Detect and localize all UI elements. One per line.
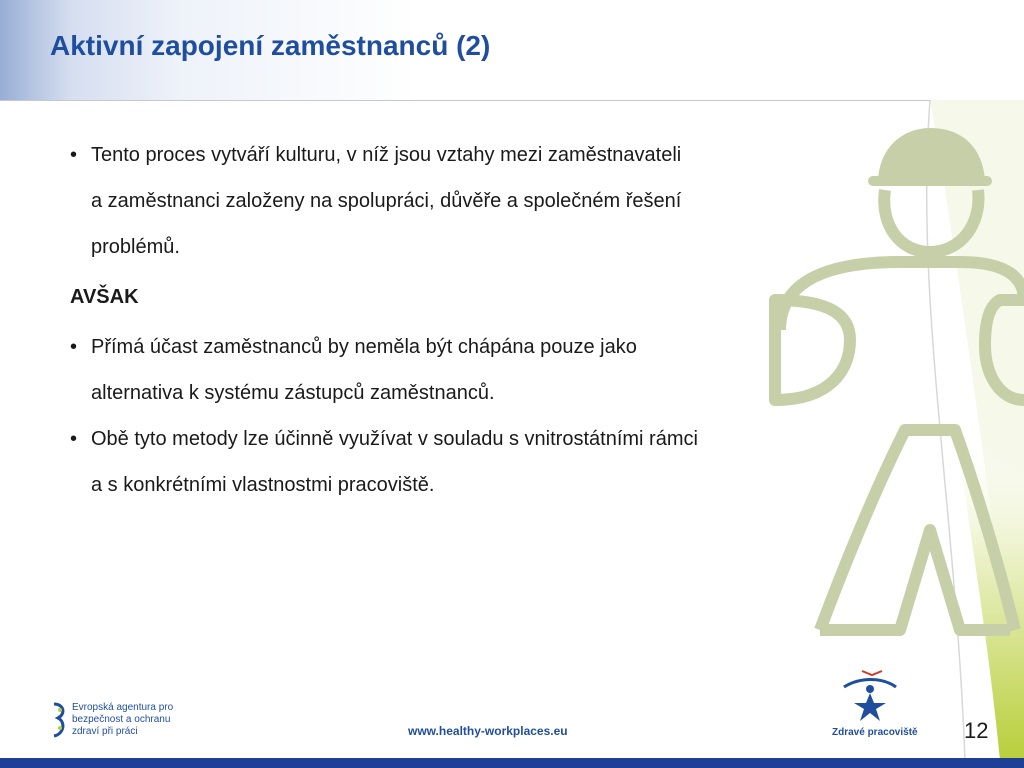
bullet-line: a s konkrétními vlastnostmi pracoviště. — [91, 474, 435, 496]
campaign-star-icon — [830, 665, 910, 725]
bullet-line: a zaměstnanci založeny na spolupráci, důvěře a společném řešení — [91, 190, 682, 212]
bullet-item-3 — [70, 416, 880, 508]
bullet-line: alternativa k systému zástupců zaměstnanců. — [91, 382, 495, 404]
bullet-line: Přímá účast zaměstnanců by neměla být chápána pouze jako — [91, 336, 637, 358]
bullet-line: Obě tyto metody lze účinně využívat v souladu s vnitrostátními rámci — [91, 428, 698, 450]
campaign-logo-label: Zdravé pracoviště — [832, 727, 918, 738]
agency-logo-icon — [50, 700, 70, 740]
slide-content — [70, 132, 880, 508]
healthy-workplace-logo — [830, 665, 918, 745]
separator-heading: AVŠAK — [70, 286, 139, 308]
page-number: 12 — [964, 718, 989, 743]
agency-logo-line: Evropská agentura pro — [72, 702, 174, 713]
bullet-item-1 — [70, 132, 880, 270]
right-accent-green — [955, 430, 1024, 760]
bullet-line: Tento proces vytváří kulturu, v níž jsou vztahy mezi zaměstnavateli — [91, 144, 682, 166]
agency-logo — [50, 700, 190, 742]
slide-title: Aktivní zapojení zaměstnanců (2) — [50, 30, 491, 61]
agency-logo-line: bezpečnost a ochranu — [72, 714, 171, 725]
bottom-bar — [0, 758, 1024, 768]
bullet-marker: • — [70, 144, 78, 166]
bullet-marker: • — [70, 336, 78, 358]
website-link[interactable]: www.healthy-workplaces.eu — [408, 724, 568, 738]
bullet-marker: • — [70, 428, 78, 450]
agency-logo-line: zdraví při práci — [72, 726, 138, 737]
bullet-item-2 — [70, 324, 880, 416]
bullet-line: problémů. — [91, 236, 180, 258]
